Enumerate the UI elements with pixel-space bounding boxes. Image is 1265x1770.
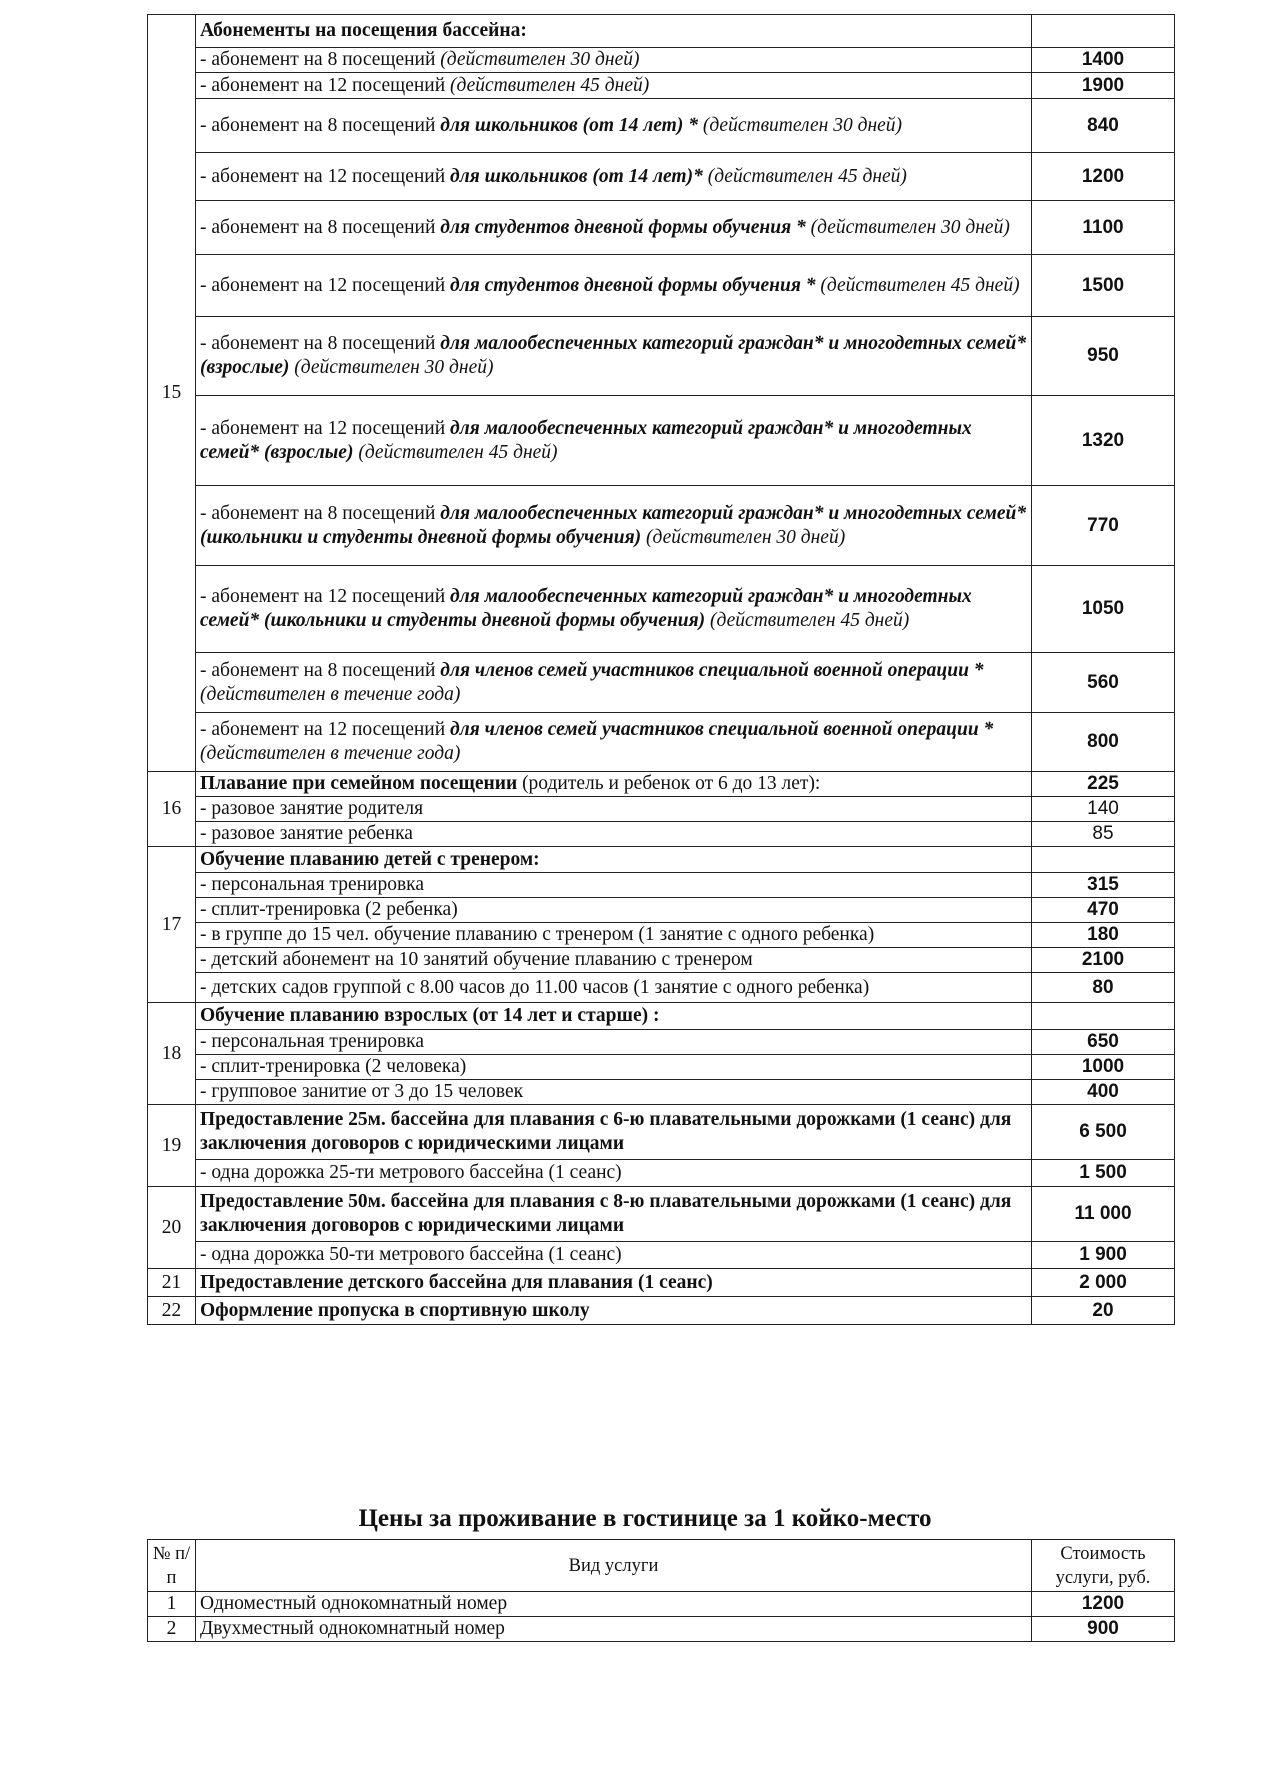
table-row bbox=[148, 1105, 1175, 1160]
table-row bbox=[148, 153, 1175, 201]
section-title: Предоставление 50м. бассейна для плавания с 8-ю плавательными дорожками (1 сеанс) для заключения договоров с юридическими лицами bbox=[196, 1187, 1032, 1242]
table-row bbox=[148, 201, 1175, 255]
section-title: Предоставление детского бассейна для плавания (1 сеанс) bbox=[196, 1269, 1032, 1297]
service-label bbox=[196, 153, 1032, 201]
header-num: № п/п bbox=[148, 1540, 196, 1592]
label-validity: (действителен 30 дней) bbox=[810, 216, 1010, 238]
section-title-bold: Плавание при семейном посещении bbox=[200, 773, 518, 794]
label-prefix: - абонемент на 12 посещений bbox=[200, 586, 451, 607]
table-row bbox=[148, 486, 1175, 566]
price-cell: 1 900 bbox=[1032, 1242, 1175, 1269]
service-label: - сплит-тренировка (2 человека) bbox=[196, 1055, 1032, 1080]
price-cell: 950 bbox=[1032, 317, 1175, 396]
section-title: Предоставление 25м. бассейна для плавания с 6-ю плавательными дорожками (1 сеанс) для заключения договоров с юридическими лицами bbox=[196, 1105, 1032, 1160]
table-row bbox=[148, 48, 1175, 73]
price-cell: 2100 bbox=[1032, 948, 1175, 973]
service-label bbox=[196, 396, 1032, 486]
price-cell: 1100 bbox=[1032, 201, 1175, 255]
hotel-row bbox=[148, 1592, 1175, 1617]
label-category: для малообеспеченных категорий граждан* и многодетных семей* (школьники и студенты дневной формы обучения) bbox=[200, 586, 972, 631]
price-cell: 315 bbox=[1032, 873, 1175, 898]
label-category: для малообеспеченных категорий граждан* и многодетных семей* (школьники и студенты дневной формы обучения) bbox=[200, 502, 1027, 548]
row-number: 19 bbox=[148, 1105, 196, 1187]
section-title: Обучение плаванию взрослых (от 14 лет и старше) : bbox=[196, 1003, 1032, 1030]
table-row bbox=[148, 873, 1175, 898]
table-row bbox=[148, 317, 1175, 396]
price-cell: 1900 bbox=[1032, 73, 1175, 99]
hotel-row-price: 900 bbox=[1032, 1617, 1175, 1642]
services-price-table bbox=[147, 14, 1175, 1325]
price-cell: 6 500 bbox=[1032, 1105, 1175, 1160]
label-category: для школьников (от 14 лет)* bbox=[450, 165, 708, 187]
price-cell: 140 bbox=[1032, 797, 1175, 822]
price-cell: 800 bbox=[1032, 713, 1175, 772]
table-row bbox=[148, 1187, 1175, 1242]
table-row bbox=[148, 1242, 1175, 1269]
label-category: для членов семей участников специальной военной операции * bbox=[450, 719, 994, 740]
table-row bbox=[148, 1080, 1175, 1105]
service-label bbox=[196, 486, 1032, 566]
label-validity: (действителен 30 дней) bbox=[646, 526, 846, 548]
table-row bbox=[148, 396, 1175, 486]
table-row bbox=[148, 923, 1175, 948]
price-cell: 85 bbox=[1032, 822, 1175, 847]
hotel-row-num: 1 bbox=[148, 1592, 196, 1617]
label-validity: (действителен 45 дней) bbox=[450, 74, 650, 96]
label-validity: (действителен 45 дней) bbox=[710, 610, 910, 631]
section-title: Обучение плаванию детей с тренером: bbox=[196, 847, 1032, 873]
label-validity: (действителен 45 дней) bbox=[358, 441, 558, 463]
price-cell: 1000 bbox=[1032, 1055, 1175, 1080]
label-validity: (действителен 45 дней) bbox=[707, 165, 907, 187]
table-row bbox=[148, 1269, 1175, 1297]
table-row bbox=[148, 1297, 1175, 1325]
price-cell bbox=[1032, 15, 1175, 48]
price-cell bbox=[1032, 1003, 1175, 1030]
service-label: - разовое занятие родителя bbox=[196, 797, 1032, 822]
table-row bbox=[148, 15, 1175, 48]
hotel-row-num: 2 bbox=[148, 1617, 196, 1642]
header-service: Вид услуги bbox=[196, 1540, 1032, 1592]
table-row bbox=[148, 73, 1175, 99]
label-category: для малообеспеченных категорий граждан* и многодетных семей* (взрослые) bbox=[200, 417, 972, 463]
price-cell: 20 bbox=[1032, 1297, 1175, 1325]
table-row bbox=[148, 566, 1175, 653]
table-row bbox=[148, 1055, 1175, 1080]
table-row bbox=[148, 1030, 1175, 1055]
row-number: 16 bbox=[148, 772, 196, 847]
label-category: для студентов дневной формы обучения * bbox=[440, 216, 811, 238]
table-row bbox=[148, 1003, 1175, 1030]
service-label: - сплит-тренировка (2 ребенка) bbox=[196, 898, 1032, 923]
price-cell: 1320 bbox=[1032, 396, 1175, 486]
service-label: - детских садов группой с 8.00 часов до 11.00 часов (1 занятие с одного ребенка) bbox=[196, 973, 1032, 1003]
label-prefix: - абонемент на 12 посещений bbox=[200, 417, 451, 439]
table-row bbox=[148, 973, 1175, 1003]
table-row bbox=[148, 822, 1175, 847]
price-cell: 400 bbox=[1032, 1080, 1175, 1105]
hotel-row bbox=[148, 1617, 1175, 1642]
section-title bbox=[196, 772, 1032, 797]
price-cell: 770 bbox=[1032, 486, 1175, 566]
price-cell: 1050 bbox=[1032, 566, 1175, 653]
price-cell: 1 500 bbox=[1032, 1160, 1175, 1187]
row-number: 22 bbox=[148, 1297, 196, 1325]
service-label: - персональная тренировка bbox=[196, 873, 1032, 898]
service-label bbox=[196, 653, 1032, 713]
price-cell: 470 bbox=[1032, 898, 1175, 923]
label-category: для малообеспеченных категорий граждан* и многодетных семей* (взрослые) bbox=[200, 333, 1027, 378]
hotel-row-label: Одноместный однокомнатный номер bbox=[196, 1592, 1032, 1617]
table-row bbox=[148, 713, 1175, 772]
price-cell: 560 bbox=[1032, 653, 1175, 713]
table-row bbox=[148, 847, 1175, 873]
service-label: - детский абонемент на 10 занятий обучение плаванию с тренером bbox=[196, 948, 1032, 973]
price-cell: 11 000 bbox=[1032, 1187, 1175, 1242]
table-row bbox=[148, 797, 1175, 822]
label-prefix: - абонемент на 12 посещений bbox=[200, 165, 451, 187]
label-prefix: - абонемент на 12 посещений bbox=[200, 719, 451, 740]
service-label: - персональная тренировка bbox=[196, 1030, 1032, 1055]
price-cell: 650 bbox=[1032, 1030, 1175, 1055]
service-label bbox=[196, 48, 1032, 73]
label-category: для членов семей участников специальной военной операции * bbox=[440, 659, 984, 681]
hotel-prices-title: Цены за проживание в гостинице за 1 койко-место bbox=[358, 1505, 932, 1532]
row-number: 15 bbox=[148, 15, 196, 772]
label-prefix: - абонемент на 8 посещений bbox=[200, 49, 441, 70]
table-row bbox=[148, 772, 1175, 797]
price-cell: 1400 bbox=[1032, 48, 1175, 73]
table-row bbox=[148, 948, 1175, 973]
label-validity: (действителен 30 дней) bbox=[294, 357, 494, 378]
price-cell: 1500 bbox=[1032, 255, 1175, 317]
price-cell: 840 bbox=[1032, 99, 1175, 153]
table-row bbox=[148, 898, 1175, 923]
label-prefix: - абонемент на 8 посещений bbox=[200, 216, 441, 238]
label-prefix: - абонемент на 8 посещений bbox=[200, 502, 441, 524]
table-row bbox=[148, 653, 1175, 713]
section-title-rest: (родитель и ребенок от 6 до 13 лет): bbox=[517, 773, 821, 794]
service-label: - групповое занитие от 3 до 15 человек bbox=[196, 1080, 1032, 1105]
label-prefix: - абонемент на 12 посещений bbox=[200, 74, 451, 96]
table-row bbox=[148, 99, 1175, 153]
price-cell: 80 bbox=[1032, 973, 1175, 1003]
service-label bbox=[196, 566, 1032, 653]
label-validity: (действителен 30 дней) bbox=[702, 114, 903, 136]
header-cost: Стоимость услуги, руб. bbox=[1032, 1540, 1175, 1592]
hotel-price-table bbox=[147, 1539, 1175, 1642]
label-validity: (действителен в течение года) bbox=[200, 743, 461, 764]
service-label: - разовое занятие ребенка bbox=[196, 822, 1032, 847]
label-prefix: - абонемент на 8 посещений bbox=[200, 659, 441, 681]
service-label bbox=[196, 317, 1032, 396]
price-cell: 2 000 bbox=[1032, 1269, 1175, 1297]
row-number: 18 bbox=[148, 1003, 196, 1105]
label-prefix: - абонемент на 8 посещений bbox=[200, 114, 441, 136]
row-number: 21 bbox=[148, 1269, 196, 1297]
service-label: - одна дорожка 25-ти метрового бассейна (1 сеанс) bbox=[196, 1160, 1032, 1187]
service-label bbox=[196, 73, 1032, 99]
section-title: Оформление пропуска в спортивную школу bbox=[196, 1297, 1032, 1325]
hotel-header-row bbox=[148, 1540, 1175, 1592]
price-cell: 225 bbox=[1032, 772, 1175, 797]
hotel-row-price: 1200 bbox=[1032, 1592, 1175, 1617]
label-validity: (действителен 30 дней) bbox=[440, 49, 640, 70]
price-cell bbox=[1032, 847, 1175, 873]
service-label bbox=[196, 255, 1032, 317]
service-label: - одна дорожка 50-ти метрового бассейна (1 сеанс) bbox=[196, 1242, 1032, 1269]
label-category: для школьников (от 14 лет) * bbox=[440, 114, 703, 136]
service-label bbox=[196, 201, 1032, 255]
price-cell: 180 bbox=[1032, 923, 1175, 948]
label-validity: (действителен 45 дней) bbox=[820, 274, 1020, 296]
service-label: - в группе до 15 чел. обучение плаванию с тренером (1 занятие с одного ребенка) bbox=[196, 923, 1032, 948]
table-row bbox=[148, 1160, 1175, 1187]
table-row bbox=[148, 255, 1175, 317]
service-label bbox=[196, 99, 1032, 153]
row-number: 17 bbox=[148, 847, 196, 1003]
label-prefix: - абонемент на 8 посещений bbox=[200, 333, 441, 354]
price-cell: 1200 bbox=[1032, 153, 1175, 201]
label-validity: (действителен в течение года) bbox=[200, 683, 461, 705]
label-prefix: - абонемент на 12 посещений bbox=[200, 274, 451, 296]
service-label bbox=[196, 713, 1032, 772]
label-category: для студентов дневной формы обучения * bbox=[450, 274, 821, 296]
row-number: 20 bbox=[148, 1187, 196, 1269]
section-title: Абонементы на посещения бассейна: bbox=[196, 15, 1032, 48]
hotel-row-label: Двухместный однокомнатный номер bbox=[196, 1617, 1032, 1642]
